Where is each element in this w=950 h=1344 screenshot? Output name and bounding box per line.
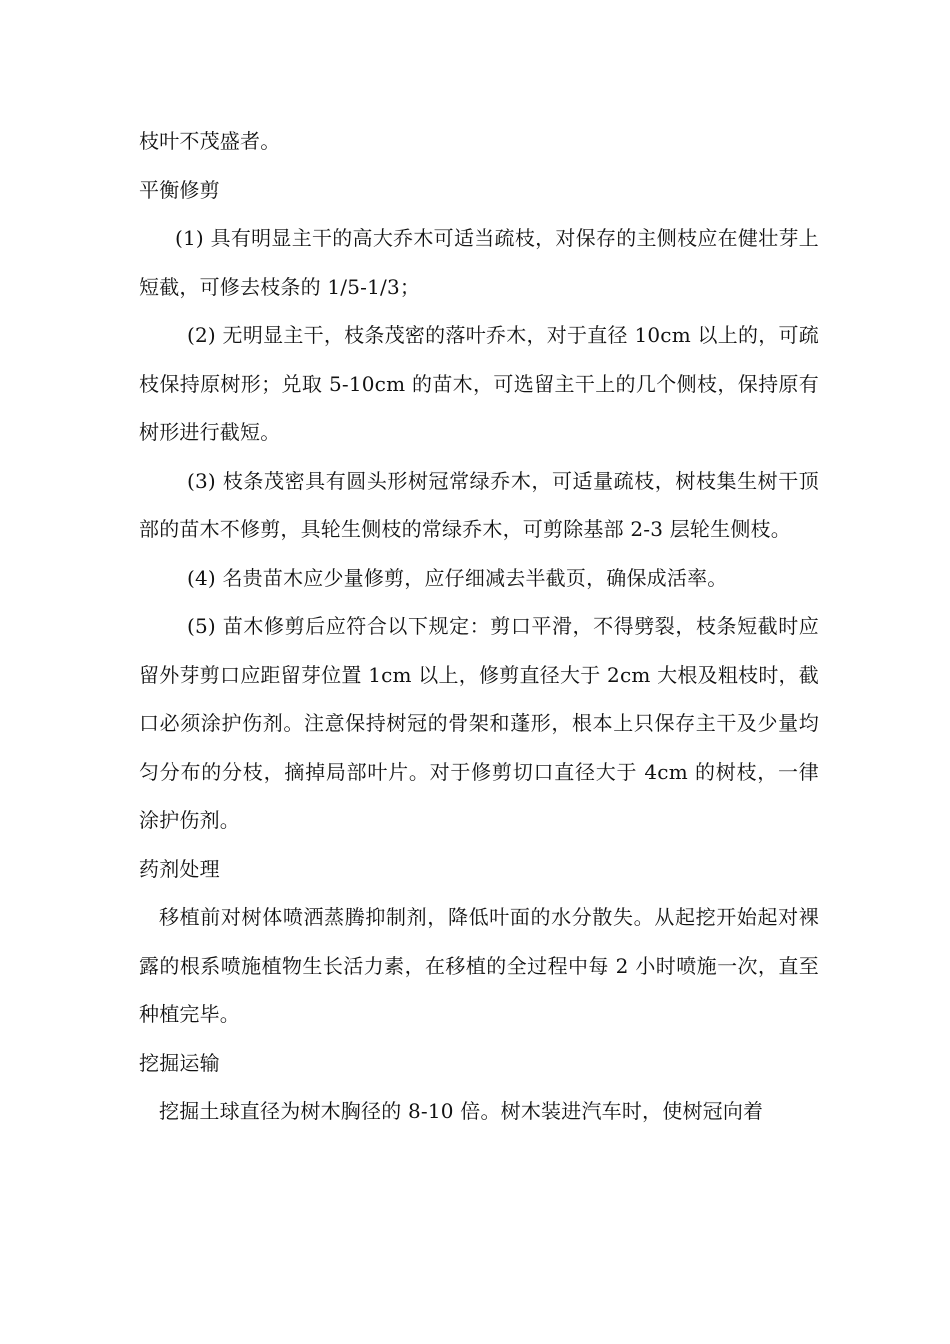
pruning-item-1: (1) 具有明显主干的高大乔木可适当疏枝，对保存的主侧枝应在健壮芽上短截，可修去枝条的 1/5-1/3； [139,226,819,299]
section-heading-digging-transport: 挖掘运输 [139,1050,220,1075]
pruning-item-2: (2) 无明显主干，枝条茂密的落叶乔木，对于直径 10cm 以上的，可疏枝保持原树形；兑取 5-10cm 的苗木，可选留主干上的几个侧枝，保持原有树形进行截短。 [139,323,819,444]
digging-transport-paragraph: 挖掘土球直径为树木胸径的 8-10 倍。树木装进汽车时，使树冠向着 [159,1099,764,1123]
paragraph-continuation: 枝叶不茂盛者。 [139,129,281,153]
section-heading-balance-pruning: 平衡修剪 [139,177,220,202]
document-body [139,117,819,1136]
section-heading-chemical-treatment: 药剂处理 [139,856,220,881]
pruning-item-5: (5) 苗木修剪后应符合以下规定：剪口平滑，不得劈裂，枝条短截时应留外芽剪口应距留芽位置 1cm 以上，修剪直径大于 2cm 大根及粗枝时，截口必须涂护伤剂。注意保持树冠的骨架和蓬形，根本上只保存主干及少量均匀分布的分枝，摘掉局部叶片。对于修剪切口直径大于 4cm 的树枝，一律涂护伤剂。 [139,614,819,832]
chemical-treatment-paragraph: 移植前对树体喷洒蒸腾抑制剂，降低叶面的水分散失。从起挖开始起对裸露的根系喷施植物生长活力素，在移植的全过程中每 2 小时喷施一次，直至种植完毕。 [139,905,819,1026]
pruning-item-3: (3) 枝条茂密具有圆头形树冠常绿乔木，可适量疏枝，树枝集生树干顶部的苗木不修剪，具轮生侧枝的常绿乔木，可剪除基部 2-3 层轮生侧枝。 [139,468,819,541]
pruning-item-4: (4) 名贵苗木应少量修剪，应仔细减去半截页，确保成活率。 [187,565,728,590]
